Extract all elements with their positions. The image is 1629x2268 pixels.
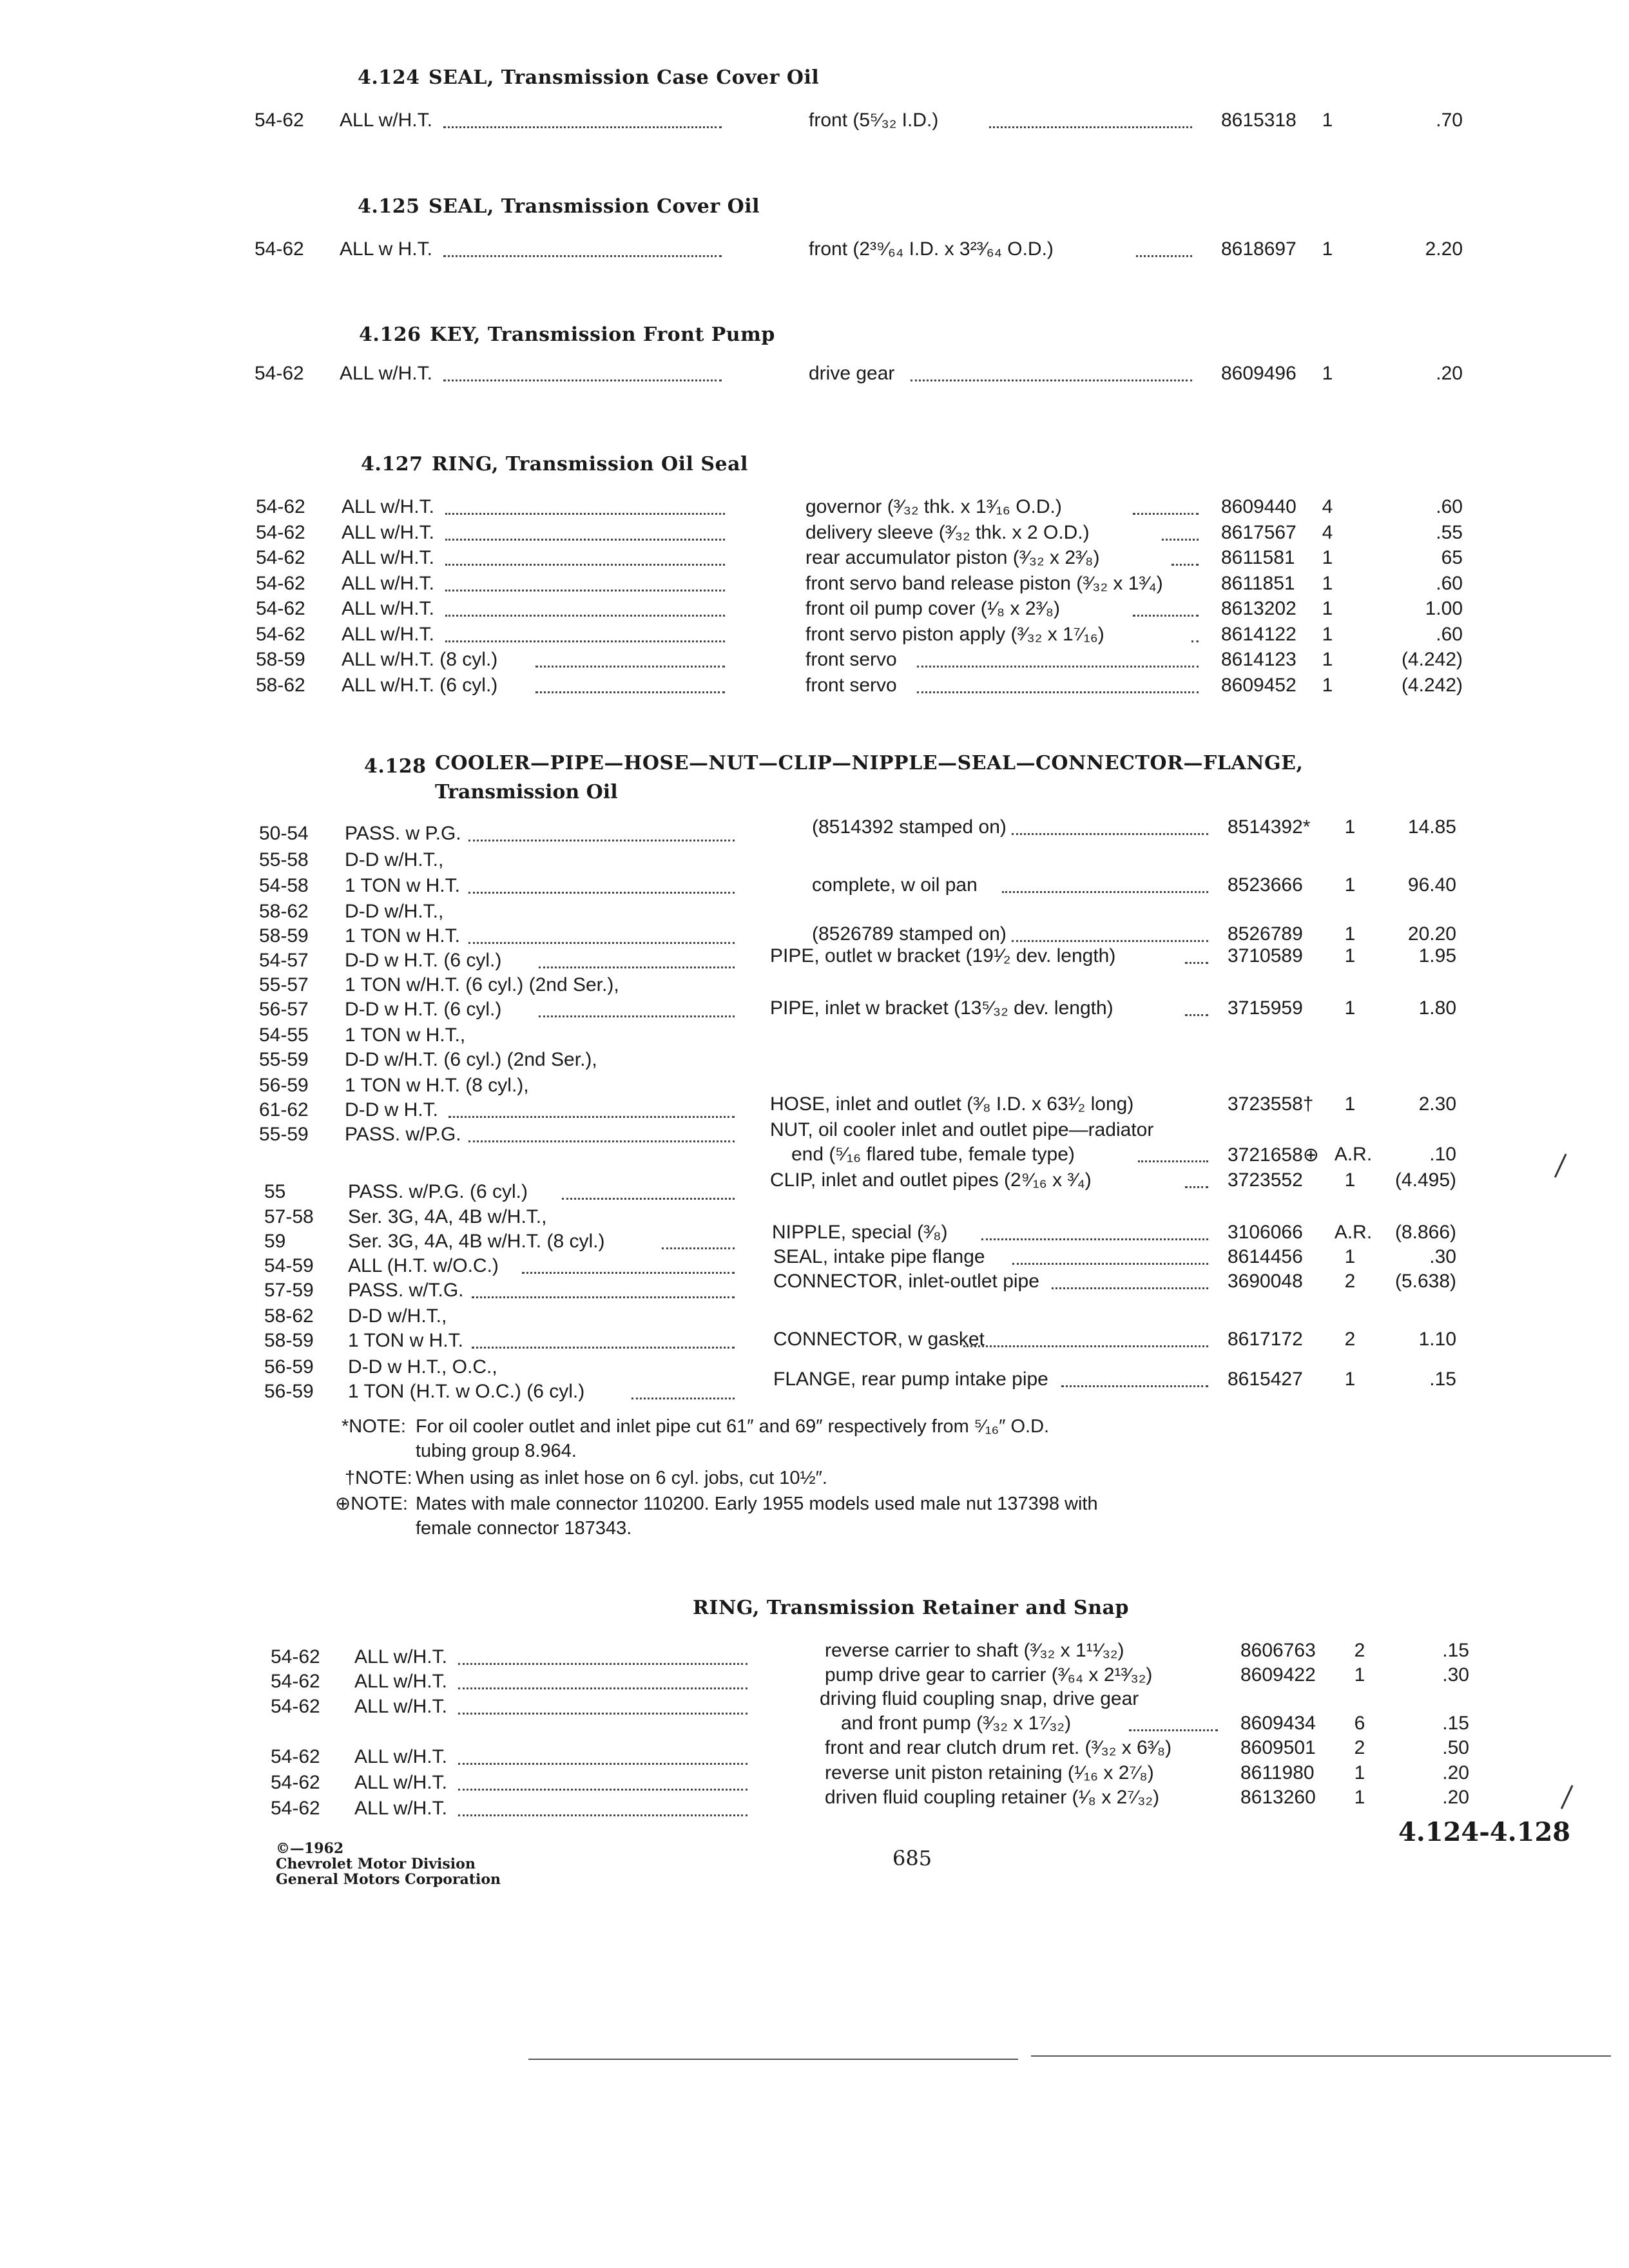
row-years: 54-62: [256, 521, 305, 543]
note-text: For oil cooler outlet and inlet pipe cut 61″ and 69″ respectively from ⁵⁄₁₆″ O.D.: [416, 1416, 1050, 1437]
part-number: 8611851: [1221, 572, 1295, 594]
part-number: 8613202: [1221, 598, 1296, 619]
dot-leader: [445, 615, 725, 617]
dot-leader: [535, 666, 726, 668]
row-years: 55: [264, 1181, 286, 1202]
row-description: front (5⁵⁄₃₂ I.D.): [809, 110, 939, 131]
note-marker: †NOTE:: [345, 1468, 412, 1488]
row-model: D-D w H.T., O.C.,: [348, 1356, 497, 1378]
dot-leader: [562, 1198, 735, 1200]
row-description: front servo piston apply (³⁄₃₂ x 1⁷⁄₁₆): [805, 623, 1104, 645]
section-title: COOLER—PIPE—HOSE—NUT—CLIP—NIPPLE—SEAL—CONNECTOR—FLANGE,: [435, 752, 1304, 774]
row-model: ALL w/H.T.: [354, 1696, 447, 1717]
row-description: complete, w oil pan: [812, 874, 978, 896]
part-number: 8609422: [1240, 1664, 1316, 1686]
part-number: 3723558†: [1228, 1093, 1314, 1115]
row-model: PASS. w/P.G.: [345, 1124, 461, 1145]
part-number: 8609501: [1240, 1737, 1316, 1758]
dot-leader: [539, 966, 735, 968]
quantity: 1: [1322, 623, 1333, 645]
row-model: 1 TON w H.T.: [345, 925, 460, 947]
row-years: 54-55: [259, 1024, 309, 1046]
row-description: PIPE, inlet w bracket (13⁵⁄₃₂ dev. length): [770, 997, 1113, 1019]
row-years: 54-62: [256, 572, 305, 594]
price: (4.242): [1401, 674, 1463, 696]
row-description: front oil pump cover (¹⁄₈ x 2³⁄₈): [805, 598, 1060, 619]
part-number: 8618697: [1221, 238, 1296, 260]
quantity: 2: [1354, 1640, 1365, 1661]
price: (8.866): [1394, 1222, 1456, 1243]
row-description: NIPPLE, special (³⁄₈): [772, 1222, 948, 1243]
row-description: driving fluid coupling snap, drive gear: [820, 1688, 1139, 1709]
row-years: 54-62: [256, 547, 305, 568]
dot-leader: [917, 691, 1199, 693]
row-years: 54-62: [256, 496, 305, 517]
price: 65: [1441, 547, 1463, 568]
section-number: 4.124: [358, 66, 420, 89]
section-number: 4.125: [358, 195, 420, 218]
price: .60: [1436, 496, 1463, 517]
price: .15: [1429, 1369, 1456, 1390]
row-model: ALL w/H.T.: [342, 623, 434, 645]
dot-leader: [443, 255, 722, 257]
part-number: 8611980: [1240, 1762, 1315, 1783]
part-number: 3715959: [1228, 997, 1303, 1019]
division-name: Chevrolet Motor Division: [276, 1856, 476, 1872]
part-number: 8614123: [1221, 649, 1296, 670]
dot-leader: [458, 1687, 747, 1689]
row-years: 55-59: [259, 1049, 309, 1070]
dot-leader: [631, 1398, 735, 1399]
dot-leader: [458, 1814, 747, 1816]
quantity: 4: [1322, 521, 1333, 543]
row-years: 54-62: [271, 1696, 320, 1717]
quantity: 1: [1322, 598, 1333, 619]
quantity: 1: [1344, 1169, 1356, 1191]
price: (4.495): [1394, 1169, 1456, 1191]
row-model: ALL w/H.T.: [342, 521, 434, 543]
part-number: 8614456: [1228, 1246, 1303, 1267]
note-text: tubing group 8.964.: [416, 1441, 577, 1461]
row-description: CLIP, inlet and outlet pipes (2⁹⁄₁₆ x ³⁄₄): [770, 1169, 1092, 1191]
row-model: ALL w/H.T.: [354, 1798, 447, 1819]
row-model: ALL w/H.T. (6 cyl.): [342, 674, 498, 696]
row-years: 58-59: [256, 649, 305, 670]
row-model: D-D w H.T. (6 cyl.): [345, 999, 502, 1020]
quantity: A.R.: [1334, 1222, 1373, 1243]
row-model: 1 TON w/H.T. (6 cyl.) (2nd Ser.),: [345, 974, 619, 995]
part-number: 8615318: [1221, 110, 1296, 131]
row-model: ALL w/H.T.: [342, 496, 434, 517]
row-description: (8514392 stamped on): [812, 816, 1007, 838]
dot-leader: [445, 513, 725, 515]
dot-leader: [458, 1763, 747, 1765]
row-years: 58-59: [259, 925, 309, 947]
price: .30: [1442, 1664, 1469, 1686]
row-years: 55-57: [259, 974, 309, 995]
row-model: D-D w/H.T.,: [345, 849, 444, 870]
part-number: 8526789: [1228, 923, 1303, 945]
note-text: When using as inlet hose on 6 cyl. jobs, cut 10½″.: [416, 1468, 827, 1488]
price: .60: [1436, 623, 1463, 645]
row-years: 54-62: [271, 1746, 320, 1767]
part-number: 8617567: [1221, 521, 1296, 543]
quantity: 1: [1322, 547, 1333, 568]
row-years: 54-58: [259, 875, 309, 896]
part-number: 8614122: [1221, 623, 1296, 645]
price: 2.30: [1418, 1093, 1456, 1115]
scan-rule: [1031, 2055, 1611, 2057]
row-years: 56-57: [259, 999, 309, 1020]
section-number: 4.126: [359, 323, 421, 346]
row-description: end (⁵⁄₁₆ flared tube, female type): [791, 1144, 1075, 1165]
row-years: 58-62: [256, 674, 305, 696]
row-description: front servo: [805, 649, 897, 670]
dot-leader: [1002, 891, 1208, 893]
row-model: D-D w/H.T. (6 cyl.) (2nd Ser.),: [345, 1049, 597, 1070]
part-number: 3690048: [1228, 1271, 1303, 1292]
dot-leader: [1129, 1729, 1218, 1731]
dot-leader: [472, 1296, 735, 1298]
price: 2.20: [1425, 238, 1463, 260]
row-years: 55-59: [259, 1124, 309, 1145]
row-model: PASS. w/P.G. (6 cyl.): [348, 1181, 528, 1202]
quantity: 2: [1344, 1271, 1356, 1292]
quantity: 2: [1354, 1737, 1365, 1758]
row-years: 59: [264, 1231, 286, 1252]
row-description: CONNECTOR, inlet-outlet pipe: [773, 1271, 1039, 1292]
part-number: 8609452: [1221, 674, 1296, 696]
row-description: reverse unit piston retaining (¹⁄₁₆ x 2⁷⁄₈): [825, 1762, 1154, 1783]
row-description: front servo band release piston (³⁄₃₂ x 1³⁄₄): [805, 572, 1163, 594]
quantity: 1: [1344, 816, 1356, 838]
price: 1.10: [1418, 1329, 1456, 1350]
quantity: 1: [1354, 1664, 1365, 1686]
row-model: ALL w/H.T.: [354, 1646, 447, 1667]
dot-leader: [1012, 940, 1208, 942]
row-model: ALL w/H.T.: [340, 363, 432, 384]
price: .15: [1442, 1640, 1469, 1661]
section-title: RING, Transmission Oil Seal: [432, 453, 748, 476]
dot-leader: [458, 1713, 747, 1715]
quantity: 1: [1354, 1787, 1365, 1808]
row-description: governor (³⁄₃₂ thk. x 1³⁄₁₆ O.D.): [805, 496, 1062, 517]
section-title: SEAL, Transmission Case Cover Oil: [429, 66, 820, 89]
quantity: 4: [1322, 496, 1333, 517]
row-description: front and rear clutch drum ret. (³⁄₃₂ x 6³⁄₈): [825, 1737, 1172, 1758]
price: .20: [1436, 363, 1463, 384]
row-model: ALL w/H.T.: [354, 1772, 447, 1793]
row-years: 61-62: [259, 1099, 309, 1120]
row-model: PASS. w/T.G.: [348, 1280, 464, 1301]
row-years: 54-62: [271, 1671, 320, 1692]
dot-leader: [468, 840, 735, 841]
part-number: 8613260: [1240, 1787, 1316, 1808]
part-number: 8609434: [1240, 1713, 1316, 1734]
row-description: rear accumulator piston (³⁄₃₂ x 2³⁄₈): [805, 547, 1100, 568]
row-description: driven fluid coupling retainer (¹⁄₈ x 2⁷⁄₃₂): [825, 1787, 1160, 1808]
dot-leader: [1136, 255, 1192, 257]
quantity: 1: [1344, 923, 1356, 945]
dot-leader: [468, 942, 735, 944]
dot-leader: [1052, 1287, 1208, 1289]
dot-leader: [1191, 640, 1199, 642]
row-model: D-D w/H.T.,: [348, 1305, 447, 1327]
part-number: 3106066: [1228, 1222, 1303, 1243]
row-years: 55-58: [259, 849, 309, 870]
dot-leader: [443, 126, 722, 128]
row-description: (8526789 stamped on): [812, 923, 1007, 945]
row-model: ALL w/H.T.: [354, 1746, 447, 1767]
pen-mark: [1554, 1153, 1569, 1178]
page-range: 4.124-4.128: [1398, 1817, 1571, 1847]
dot-leader: [468, 1140, 735, 1142]
quantity: 1: [1344, 1369, 1356, 1390]
part-number: 8606763: [1240, 1640, 1316, 1661]
corporation-name: General Motors Corporation: [276, 1871, 501, 1888]
row-description: HOSE, inlet and outlet (³⁄₈ I.D. x 63¹⁄₂ long): [770, 1093, 1134, 1115]
row-description: and front pump (³⁄₃₂ x 1⁷⁄₃₂): [841, 1713, 1072, 1734]
dot-leader: [472, 1347, 735, 1349]
row-description: front (2³⁹⁄₆₄ I.D. x 3²³⁄₆₄ O.D.): [809, 238, 1054, 260]
copyright: ©—1962: [276, 1840, 344, 1857]
price: .20: [1442, 1787, 1469, 1808]
section-number: 4.127: [361, 453, 423, 476]
row-description: front servo: [805, 674, 897, 696]
row-model: 1 TON w H.T.,: [345, 1024, 466, 1046]
note-marker: *NOTE:: [342, 1416, 406, 1437]
dot-leader: [458, 1789, 747, 1791]
price: .20: [1442, 1762, 1469, 1783]
section-title: KEY, Transmission Front Pump: [430, 323, 775, 346]
price: 1.00: [1425, 598, 1463, 619]
part-number: 3721658⊕: [1228, 1144, 1319, 1166]
quantity: 1: [1344, 1093, 1356, 1115]
row-model: Ser. 3G, 4A, 4B w/H.T. (8 cyl.): [348, 1231, 605, 1252]
dot-leader: [1171, 564, 1199, 566]
dot-leader: [1185, 1186, 1208, 1188]
quantity: 2: [1344, 1329, 1356, 1350]
part-number: 8611581: [1221, 547, 1295, 568]
row-description: NUT, oil cooler inlet and outlet pipe—radiator: [770, 1119, 1154, 1140]
dot-leader: [522, 1272, 735, 1274]
note-text: Mates with male connector 110200. Early 1955 models used male nut 137398 with: [416, 1494, 1098, 1514]
part-number: 8609440: [1221, 496, 1296, 517]
row-years: 58-62: [264, 1305, 314, 1327]
dot-leader: [468, 892, 735, 894]
dot-leader: [917, 666, 1199, 668]
part-number: 8615427: [1228, 1369, 1303, 1390]
section-subtitle: Transmission Oil: [435, 781, 618, 803]
row-years: 50-54: [259, 823, 309, 844]
quantity: 1: [1322, 649, 1333, 670]
dot-leader: [443, 380, 722, 381]
row-model: D-D w H.T. (6 cyl.): [345, 950, 502, 971]
section-title: SEAL, Transmission Cover Oil: [429, 195, 760, 218]
dot-leader: [1133, 615, 1199, 617]
row-description: reverse carrier to shaft (³⁄₃₂ x 1¹¹⁄₃₂): [825, 1640, 1124, 1661]
row-model: ALL w/H.T. (8 cyl.): [342, 649, 498, 670]
row-years: 54-62: [271, 1646, 320, 1667]
row-description: drive gear: [809, 363, 895, 384]
section-number: 4.128: [364, 755, 427, 778]
row-model: 1 TON (H.T. w O.C.) (6 cyl.): [348, 1381, 585, 1402]
part-number: 3723552: [1228, 1169, 1303, 1191]
price: (4.242): [1401, 649, 1463, 670]
row-years: 58-59: [264, 1330, 314, 1351]
dot-leader: [1061, 1385, 1208, 1387]
row-model: Ser. 3G, 4A, 4B w/H.T.,: [348, 1206, 547, 1227]
row-model: D-D w H.T.: [345, 1099, 438, 1120]
row-years: 58-62: [259, 901, 309, 922]
row-years: 54-62: [255, 238, 304, 260]
section-title: RING, Transmission Retainer and Snap: [693, 1597, 1129, 1619]
dot-leader: [1012, 833, 1208, 835]
quantity: 1: [1344, 1246, 1356, 1267]
row-model: D-D w/H.T.,: [345, 901, 444, 922]
dot-leader: [662, 1247, 735, 1249]
row-model: 1 TON w H.T. (8 cyl.),: [345, 1075, 529, 1096]
row-description: FLANGE, rear pump intake pipe: [773, 1369, 1048, 1390]
dot-leader: [1185, 1014, 1208, 1016]
part-number: 8523666: [1228, 874, 1303, 896]
dot-leader: [963, 1345, 1208, 1347]
dot-leader: [1185, 962, 1208, 964]
quantity: 1: [1354, 1762, 1365, 1783]
part-number: 8514392*: [1228, 816, 1311, 838]
row-years: 56-59: [259, 1075, 309, 1096]
pen-mark: [1561, 1785, 1576, 1810]
note-marker: ⊕NOTE:: [335, 1494, 408, 1514]
row-description: pump drive gear to carrier (³⁄₆₄ x 2¹³⁄₃₂): [825, 1664, 1153, 1686]
quantity: 1: [1322, 572, 1333, 594]
price: .50: [1442, 1737, 1469, 1758]
dot-leader: [989, 126, 1192, 128]
row-model: 1 TON w H.T.: [348, 1330, 463, 1351]
quantity: 1: [1322, 674, 1333, 696]
dot-leader: [1162, 539, 1199, 541]
row-model: PASS. w P.G.: [345, 823, 461, 844]
row-years: 54-62: [271, 1798, 320, 1819]
page-number: 685: [892, 1846, 932, 1870]
quantity: 1: [1322, 110, 1333, 131]
price: 96.40: [1407, 874, 1456, 896]
part-number: 8609496: [1221, 363, 1296, 384]
part-number: 3710589: [1228, 945, 1303, 966]
dot-leader: [1138, 1160, 1208, 1162]
quantity: 1: [1322, 363, 1333, 384]
price: .55: [1436, 521, 1463, 543]
row-years: 57-59: [264, 1280, 314, 1301]
price: .15: [1442, 1713, 1469, 1734]
quantity: A.R.: [1334, 1144, 1373, 1165]
part-number: 8617172: [1228, 1329, 1303, 1350]
row-model: ALL w/H.T.: [340, 110, 432, 131]
row-model: ALL (H.T. w/O.C.): [348, 1255, 499, 1276]
dot-leader: [448, 1116, 735, 1118]
price: 1.95: [1418, 945, 1456, 966]
quantity: 6: [1354, 1713, 1365, 1734]
dot-leader: [539, 1015, 735, 1017]
row-model: ALL w/H.T.: [354, 1671, 447, 1692]
dot-leader: [445, 539, 725, 541]
row-model: ALL w/H.T.: [342, 572, 434, 594]
row-years: 54-62: [271, 1772, 320, 1793]
row-model: ALL w/H.T.: [342, 598, 434, 619]
price: .10: [1429, 1144, 1456, 1165]
row-description: CONNECTOR, w gasket: [773, 1329, 985, 1350]
price: 14.85: [1407, 816, 1456, 838]
row-years: 54-59: [264, 1255, 314, 1276]
dot-leader: [445, 564, 725, 566]
row-description: SEAL, intake pipe flange: [773, 1246, 985, 1267]
row-years: 54-62: [256, 623, 305, 645]
quantity: 1: [1344, 874, 1356, 896]
row-model: 1 TON w H.T.: [345, 875, 460, 896]
row-description: delivery sleeve (³⁄₃₂ thk. x 2 O.D.): [805, 521, 1090, 543]
quantity: 1: [1344, 997, 1356, 1019]
row-years: 54-62: [255, 363, 304, 384]
dot-leader: [445, 590, 725, 591]
scan-rule: [528, 2059, 1018, 2060]
dot-leader: [911, 380, 1192, 381]
row-years: 54-57: [259, 950, 309, 971]
dot-leader: [1133, 513, 1199, 515]
price: .30: [1429, 1246, 1456, 1267]
row-years: 56-59: [264, 1356, 314, 1378]
row-years: 57-58: [264, 1206, 314, 1227]
quantity: 1: [1322, 238, 1333, 260]
row-years: 54-62: [255, 110, 304, 131]
price: .70: [1436, 110, 1463, 131]
dot-leader: [458, 1663, 747, 1665]
dot-leader: [535, 691, 726, 693]
row-description: PIPE, outlet w bracket (19¹⁄₂ dev. length): [770, 945, 1116, 966]
quantity: 1: [1344, 945, 1356, 966]
price: (5.638): [1394, 1271, 1456, 1292]
note-text: female connector 187343.: [416, 1518, 632, 1539]
dot-leader: [445, 640, 725, 642]
row-model: ALL w H.T.: [340, 238, 432, 260]
price: .60: [1436, 572, 1463, 594]
price: 20.20: [1407, 923, 1456, 945]
dot-leader: [1012, 1263, 1208, 1265]
row-model: ALL w/H.T.: [342, 547, 434, 568]
dot-leader: [981, 1238, 1208, 1240]
price: 1.80: [1418, 997, 1456, 1019]
row-years: 56-59: [264, 1381, 314, 1402]
row-years: 54-62: [256, 598, 305, 619]
